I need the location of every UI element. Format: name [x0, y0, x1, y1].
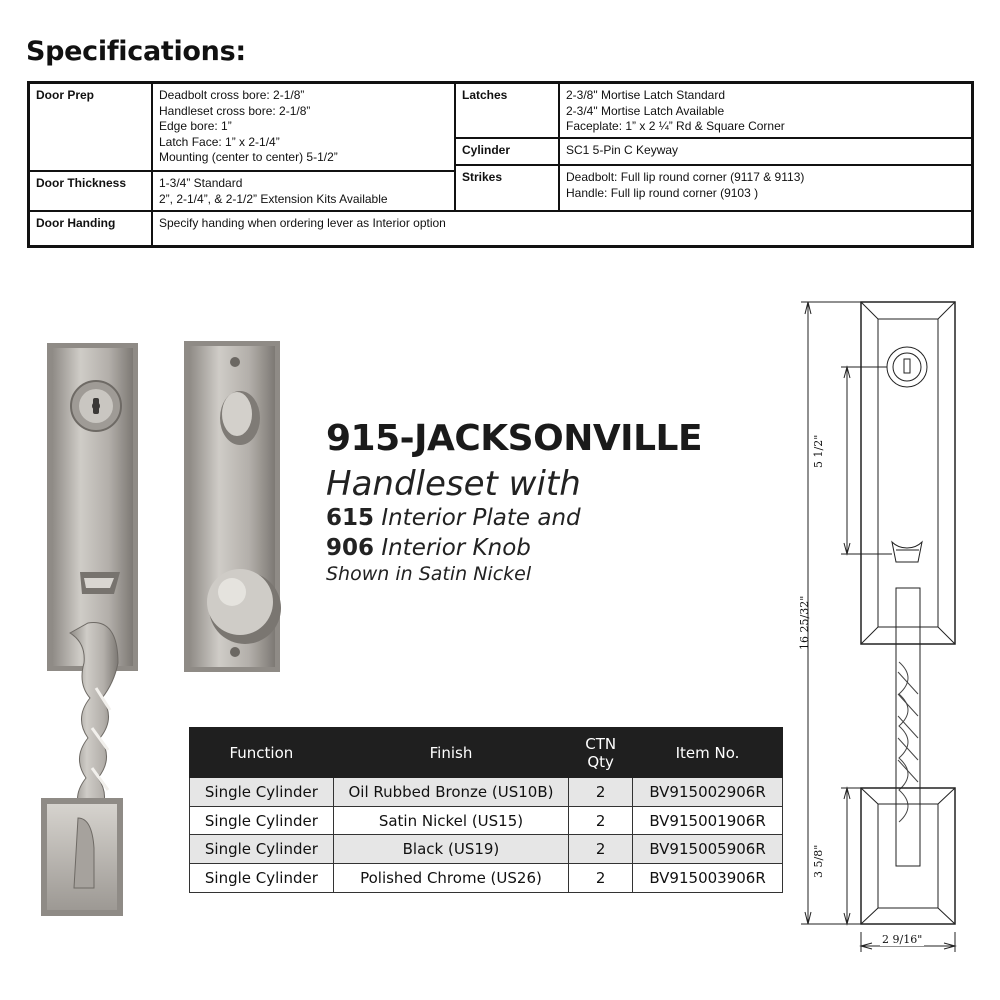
- subtitle-handleset: Handleset with: [326, 464, 581, 504]
- cell-function: Single Cylinder: [190, 778, 334, 807]
- cell-function: Single Cylinder: [190, 864, 334, 893]
- door-thickness-label: Door Thickness: [29, 171, 152, 211]
- cell-item-no: BV915005906R: [633, 835, 783, 864]
- product-knob-line: [326, 535, 531, 561]
- door-handing-line: Specify handing when ordering lever as Interior option: [159, 216, 446, 230]
- cylinder-line: SC1 5-Pin C Keyway: [566, 143, 679, 157]
- cell-finish: Satin Nickel (US15): [333, 806, 568, 835]
- header-function: Function: [190, 728, 334, 778]
- strikes-line: Handle: Full lip round corner (9103 ): [566, 185, 759, 200]
- cell-item-no: BV915003906R: [633, 864, 783, 893]
- door-prep-line: Latch Face: 1” x 2-1/4”: [159, 134, 280, 149]
- door-handing-label: Door Handing: [29, 211, 152, 246]
- latches-label: Latches: [455, 83, 559, 138]
- door-prep-line: Handleset cross bore: 2-1/8”: [159, 103, 311, 118]
- specifications-heading: Specifications:: [26, 36, 246, 67]
- door-thickness-values: [152, 171, 455, 211]
- finish-table-header: [190, 728, 783, 778]
- exterior-handleset-image: [38, 338, 144, 920]
- knob-model-number: 906: [326, 535, 375, 561]
- header-ctn-qty: CTN Qty: [569, 728, 633, 778]
- latches-values: [559, 83, 972, 138]
- interior-plate-image: [180, 338, 284, 674]
- cell-qty: 2: [569, 806, 633, 835]
- cell-qty: 2: [569, 835, 633, 864]
- door-prep-line: Mounting (center to center) 5-1/2”: [159, 150, 338, 164]
- door-handing-values: [152, 211, 972, 246]
- cell-qty: 2: [569, 778, 633, 807]
- cell-qty: 2: [569, 864, 633, 893]
- cell-function: Single Cylinder: [190, 835, 334, 864]
- cylinder-values: [559, 138, 972, 165]
- specifications-table: [27, 81, 974, 248]
- plate-text: Interior Plate and: [374, 505, 581, 531]
- knob-text: Interior Knob: [374, 535, 531, 561]
- dimension-width-label: 2 9/16": [882, 933, 923, 946]
- door-prep-line: Deadbolt cross bore: 2-1/8”: [159, 88, 305, 102]
- product-title: 915-JACKSONVILLE: [326, 418, 703, 459]
- table-row: [190, 835, 783, 864]
- cylinder-label: Cylinder: [455, 138, 559, 165]
- dimension-mounting-label: 5 1/2": [812, 434, 825, 468]
- cell-item-no: BV915001906R: [633, 806, 783, 835]
- cell-function: Single Cylinder: [190, 806, 334, 835]
- latches-line: 2-3/4" Mortise Latch Available: [566, 103, 725, 118]
- cell-item-no: BV915002906R: [633, 778, 783, 807]
- door-prep-line: Edge bore: 1”: [159, 119, 232, 133]
- strikes-values: [559, 165, 972, 211]
- door-prep-values: [152, 83, 455, 171]
- header-item-no: Item No.: [633, 728, 783, 778]
- cell-finish: Black (US19): [333, 835, 568, 864]
- table-row: [190, 778, 783, 807]
- door-prep-label: Door Prep: [29, 83, 152, 171]
- product-subtitle: [326, 464, 581, 504]
- finish-note: Shown in Satin Nickel: [326, 563, 532, 585]
- latches-line: 2-3/8" Mortise Latch Standard: [566, 88, 726, 102]
- dimension-bottom-label: 3 5/8": [812, 844, 825, 878]
- table-row: [190, 806, 783, 835]
- cell-finish: Polished Chrome (US26): [333, 864, 568, 893]
- product-finish-note: [326, 563, 531, 585]
- product-plate-line: [326, 505, 581, 531]
- door-thickness-line: 2”, 2-1/4”, & 2-1/2” Extension Kits Available: [159, 191, 388, 206]
- strikes-label: Strikes: [455, 165, 559, 211]
- door-thickness-line: 1-3/4” Standard: [159, 176, 243, 190]
- latches-line: Faceplate: 1” x 2 ¼” Rd & Square Corner: [566, 119, 785, 133]
- plate-model-number: 615: [326, 505, 375, 531]
- cell-finish: Oil Rubbed Bronze (US10B): [333, 778, 568, 807]
- table-row: [190, 864, 783, 893]
- dimension-overall-label: 16 25/32": [798, 595, 811, 650]
- header-finish: Finish: [333, 728, 568, 778]
- strikes-line: Deadbolt: Full lip round corner (9117 & 9113): [566, 170, 805, 184]
- finish-table: [189, 727, 783, 893]
